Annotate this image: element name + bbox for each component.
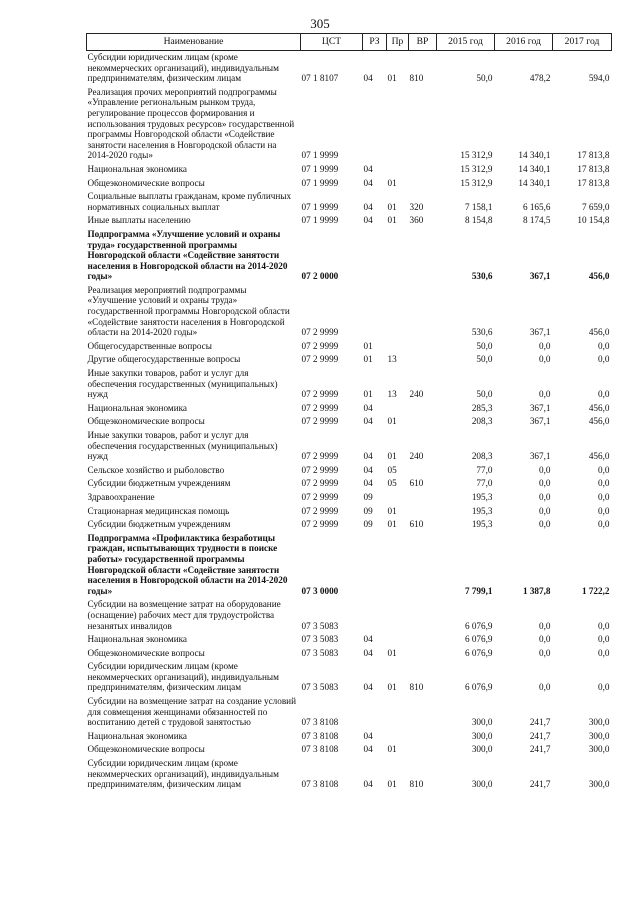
row-vr: 240 [409,451,424,462]
row-rz: 04 [363,682,373,693]
row-vr [409,633,437,647]
row-cst: 07 3 8108 [301,744,339,755]
table-row [87,743,612,757]
row-2017: 456,0 [588,402,610,413]
row-2015: 50,0 [476,73,493,84]
row-rz [363,86,387,163]
row-2017: 10 154,8 [577,215,610,226]
row-2017: 300,0 [588,744,610,755]
row-2015: 50,0 [476,340,493,351]
row-vr [409,647,437,661]
row-cst: 07 3 5083 [301,634,339,645]
row-2016: 0,0 [539,634,551,645]
table-row [87,190,612,214]
row-2015: 50,0 [476,354,493,365]
row-2016: 6 165,6 [522,201,551,212]
row-vr [409,340,437,354]
header-pr: Пр [387,34,409,51]
row-name: Стационарная медицинская помощь [87,505,230,516]
row-cst: 07 2 9999 [301,464,339,475]
row-pr: 13 [387,389,397,400]
row-2015: 8 154,8 [464,215,493,226]
row-2015: 15 312,9 [460,163,493,174]
row-cst: 07 2 9999 [301,491,339,502]
row-cst: 07 3 0000 [301,585,339,596]
row-pr [387,695,409,730]
row-2017: 0,0 [598,389,610,400]
row-vr [409,177,437,191]
row-2016: 241,7 [529,730,551,741]
row-2015: 208,3 [471,416,493,427]
row-cst: 07 3 5083 [301,620,339,631]
row-2017: 0,0 [598,620,610,631]
header-2017: 2017 год [553,34,612,51]
row-2017: 0,0 [598,491,610,502]
row-name: Общеэкономические вопросы [87,647,205,658]
table-row [87,367,612,402]
row-cst: 07 2 9999 [301,354,339,365]
row-vr: 610 [409,519,424,530]
row-rz: 04 [363,647,373,658]
row-cst: 07 1 9999 [301,163,339,174]
header-rz: РЗ [363,34,387,51]
row-vr: 360 [409,215,424,226]
row-2015: 195,3 [471,505,493,516]
row-pr: 01 [387,201,397,212]
row-name: Сельское хозяйство и рыболовство [87,464,225,475]
row-rz: 04 [363,634,373,645]
row-rz: 04 [363,177,373,188]
row-name: Реализация прочих мероприятий подпрограммы «Управление региональным рынком труда, регулирование процессов формирования и использования трудовых ресурсов» государственной программы Новгородской области «Содействие занятости населения в Новгородской области на 2014-2020 годы» [87,86,295,161]
row-2015: 300,0 [471,730,493,741]
row-name: Субсидии юридическим лицам (кроме некоммерческих организаций), индивидуальным предпринимателям, физическим лицам [87,661,279,693]
row-2017: 456,0 [588,327,610,338]
row-2016: 0,0 [539,519,551,530]
row-rz: 01 [363,340,373,351]
row-2016: 367,1 [529,271,551,282]
row-2016: 0,0 [539,478,551,489]
row-rz: 01 [363,389,373,400]
table-row [87,647,612,661]
row-2017: 456,0 [588,416,610,427]
row-2015: 195,3 [471,491,493,502]
row-cst: 07 1 9999 [301,201,339,212]
row-2016: 0,0 [539,340,551,351]
table-body [87,51,612,792]
row-2015: 15 312,9 [460,177,493,188]
row-rz: 04 [363,478,373,489]
row-pr [387,284,409,340]
row-2015: 300,0 [471,744,493,755]
row-2017: 17 813,8 [577,163,610,174]
row-pr: 01 [387,647,397,658]
row-rz: 09 [363,491,373,502]
row-pr: 01 [387,177,397,188]
row-name: Здравоохранение [87,491,155,502]
table-row [87,284,612,340]
row-pr: 05 [387,464,397,475]
row-pr [387,340,409,354]
row-vr [409,464,437,478]
row-rz [363,695,387,730]
row-2016: 0,0 [539,682,551,693]
row-2016: 0,0 [539,505,551,516]
row-rz: 04 [363,779,373,790]
row-name: Общеэкономические вопросы [87,416,205,427]
row-name: Национальная экономика [87,402,188,413]
row-cst: 07 2 9999 [301,451,339,462]
row-pr [387,86,409,163]
table-row [87,695,612,730]
row-2017: 300,0 [588,779,610,790]
row-vr: 810 [409,682,424,693]
header-2016: 2016 год [495,34,553,51]
row-rz: 09 [363,505,373,516]
row-pr [387,633,409,647]
row-name: Субсидии юридическим лицам (кроме некоммерческих организаций), индивидуальным предпринимателям, физическим лицам [87,758,279,790]
row-cst: 07 2 9999 [301,327,339,338]
table-row [87,730,612,744]
row-vr [409,695,437,730]
table-row [87,491,612,505]
row-2017: 456,0 [588,451,610,462]
row-2015: 530,6 [471,271,493,282]
row-cst: 07 2 9999 [301,478,339,489]
row-2016: 367,1 [529,327,551,338]
page-number: 305 [310,16,330,31]
row-name: Субсидии бюджетным учреждениям [87,478,231,489]
row-2015: 6 076,9 [464,647,493,658]
row-cst: 07 1 8107 [301,73,339,84]
row-name: Общеэкономические вопросы [87,744,205,755]
row-vr [409,730,437,744]
row-pr [387,730,409,744]
row-2017: 300,0 [588,717,610,728]
row-pr: 01 [387,451,397,462]
row-pr: 01 [387,73,397,84]
row-name: Субсидии на возмещение затрат на оборудование (оснащение) рабочих мест для трудоустройства незанятых инвалидов [87,599,281,631]
row-pr: 01 [387,416,397,427]
row-2017: 594,0 [588,73,610,84]
row-pr: 01 [387,744,397,755]
row-2016: 14 340,1 [518,150,551,161]
row-vr: 320 [409,201,424,212]
table-row [87,633,612,647]
row-2016: 8 174,5 [522,215,551,226]
header-vr: ВР [409,34,437,51]
row-pr [387,402,409,416]
row-vr [409,532,437,599]
row-vr [409,415,437,429]
table-row [87,177,612,191]
table-row [87,415,612,429]
row-name: Другие общегосударственные вопросы [87,354,241,365]
row-name: Социальные выплаты гражданам, кроме публичных нормативных социальных выплат [87,191,292,212]
row-2016: 0,0 [539,491,551,502]
row-name: Национальная экономика [87,730,188,741]
row-rz [363,284,387,340]
row-vr: 610 [409,478,424,489]
row-name: Иные закупки товаров, работ и услуг для обеспечения государственных (муниципальных) нужд [87,430,278,462]
row-2016: 367,1 [529,416,551,427]
row-2015: 195,3 [471,519,493,530]
row-pr: 13 [387,354,397,365]
row-name: Национальная экономика [87,634,188,645]
row-rz: 04 [363,451,373,462]
row-2015: 208,3 [471,451,493,462]
row-2017: 456,0 [588,271,610,282]
row-cst: 07 2 9999 [301,505,339,516]
row-rz: 04 [363,464,373,475]
row-2015: 7 799,1 [464,585,493,596]
row-cst: 07 1 9999 [301,215,339,226]
row-vr [409,228,437,284]
row-2017: 17 813,8 [577,150,610,161]
row-cst: 07 1 9999 [301,150,339,161]
table-row [87,163,612,177]
row-2016: 478,2 [529,73,551,84]
table-row [87,353,612,367]
row-2017: 0,0 [598,647,610,658]
row-name: Иные закупки товаров, работ и услуг для обеспечения государственных (муниципальных) нужд [87,368,278,400]
row-rz [363,598,387,633]
row-pr [387,532,409,599]
row-name: Общегосударственные вопросы [87,340,212,351]
row-2017: 0,0 [598,478,610,489]
row-pr: 01 [387,505,397,516]
row-rz: 09 [363,519,373,530]
row-2017: 0,0 [598,634,610,645]
table-row [87,340,612,354]
row-pr [387,163,409,177]
row-cst: 07 2 9999 [301,389,339,400]
row-2016: 0,0 [539,647,551,658]
row-pr: 01 [387,215,397,226]
row-2015: 7 158,1 [464,201,493,212]
row-2016: 0,0 [539,389,551,400]
row-name: Подпрограмма «Улучшение условий и охраны труда» государственной программы Новгородской области «Содействие занятости населения в Новгородской области на 2014-2020 годы» [87,228,288,282]
row-cst: 07 2 9999 [301,340,339,351]
row-name: Подпрограмма «Профилактика безработицы граждан, испытывающих трудности в поиске работы» государственной программы Новгородской области «Содействие занятости населения в Новгородской области на 2014-2020 годы» [87,532,288,596]
row-rz: 04 [363,730,373,741]
row-2017: 0,0 [598,354,610,365]
row-cst: 07 3 8108 [301,779,339,790]
table-row [87,598,612,633]
row-cst: 07 2 9999 [301,416,339,427]
row-2016: 14 340,1 [518,177,551,188]
table-row [87,505,612,519]
row-name: Субсидии бюджетным учреждениям [87,519,231,530]
row-2015: 6 076,9 [464,634,493,645]
row-vr: 810 [409,779,424,790]
row-2017: 0,0 [598,340,610,351]
table-row [87,518,612,532]
row-2015: 77,0 [476,478,493,489]
row-vr: 240 [409,389,424,400]
row-pr [387,598,409,633]
row-rz [363,532,387,599]
row-2015: 300,0 [471,717,493,728]
table-row [87,51,612,86]
row-2017: 0,0 [598,505,610,516]
row-name: Национальная экономика [87,163,188,174]
row-name: Субсидии юридическим лицам (кроме некоммерческих организаций), индивидуальным предпринимателям, физическим лицам [87,52,279,84]
row-2016: 241,7 [529,717,551,728]
row-rz: 04 [363,73,373,84]
row-2016: 241,7 [529,779,551,790]
row-2015: 6 076,9 [464,682,493,693]
row-rz: 04 [363,201,373,212]
row-cst: 07 3 5083 [301,682,339,693]
row-2017: 0,0 [598,464,610,475]
row-2015: 77,0 [476,464,493,475]
row-pr: 05 [387,478,397,489]
row-cst: 07 3 5083 [301,647,339,658]
row-2015: 15 312,9 [460,150,493,161]
row-cst: 07 2 9999 [301,519,339,530]
row-vr [409,491,437,505]
row-name: Иные выплаты населению [87,215,191,226]
row-vr [409,163,437,177]
row-cst: 07 3 8108 [301,717,339,728]
row-2015: 530,6 [471,327,493,338]
row-vr [409,86,437,163]
row-2017: 7 659,0 [581,201,610,212]
table-row [87,660,612,695]
row-pr: 01 [387,519,397,530]
table-row [87,228,612,284]
budget-table [86,33,612,792]
row-rz [363,228,387,284]
row-cst: 07 2 9999 [301,402,339,413]
row-2017: 0,0 [598,519,610,530]
row-2015: 285,3 [471,402,493,413]
row-vr [409,284,437,340]
row-vr [409,743,437,757]
row-name: Общеэкономические вопросы [87,177,205,188]
table-row [87,464,612,478]
row-name: Субсидии на возмещение затрат на создание условий для совмещения женщинами обязанностей по воспитанию детей с трудовой занятостью [87,696,297,728]
row-cst: 07 1 9999 [301,177,339,188]
row-rz: 01 [363,354,373,365]
row-2016: 241,7 [529,744,551,755]
row-rz: 04 [363,416,373,427]
row-pr: 01 [387,682,397,693]
table-row [87,477,612,491]
row-rz: 04 [363,215,373,226]
row-cst: 07 3 8108 [301,730,339,741]
table-row [87,532,612,599]
header-2015: 2015 год [437,34,495,51]
row-2016: 14 340,1 [518,163,551,174]
row-2016: 0,0 [539,620,551,631]
row-2017: 1 722,2 [581,585,610,596]
row-rz: 04 [363,744,373,755]
row-vr [409,353,437,367]
row-2016: 0,0 [539,354,551,365]
row-pr: 01 [387,779,397,790]
table-row [87,757,612,792]
row-vr [409,402,437,416]
row-name: Реализация мероприятий подпрограммы «Улучшение условий и охраны труда» государственной программы Новгородской области «Содействие занятости населения в Новгородской области на 2014-2020 годы» [87,284,290,338]
row-2017: 0,0 [598,682,610,693]
row-rz: 04 [363,163,373,174]
table-row [87,214,612,228]
table-row [87,86,612,163]
row-2015: 50,0 [476,389,493,400]
row-cst: 07 2 0000 [301,271,339,282]
row-2016: 0,0 [539,464,551,475]
table-row [87,402,612,416]
row-2016: 367,1 [529,451,551,462]
row-vr: 810 [409,73,424,84]
row-2017: 17 813,8 [577,177,610,188]
row-2015: 300,0 [471,779,493,790]
row-pr [387,228,409,284]
row-2016: 367,1 [529,402,551,413]
header-name: Наименование [87,34,301,51]
row-vr [409,505,437,519]
header-cst: ЦСТ [301,34,363,51]
row-2017: 300,0 [588,730,610,741]
table-header-row [87,34,612,51]
row-2016: 1 387,8 [522,585,551,596]
row-2015: 6 076,9 [464,620,493,631]
table-row [87,429,612,464]
row-vr [409,598,437,633]
row-pr [387,491,409,505]
row-rz: 04 [363,402,373,413]
